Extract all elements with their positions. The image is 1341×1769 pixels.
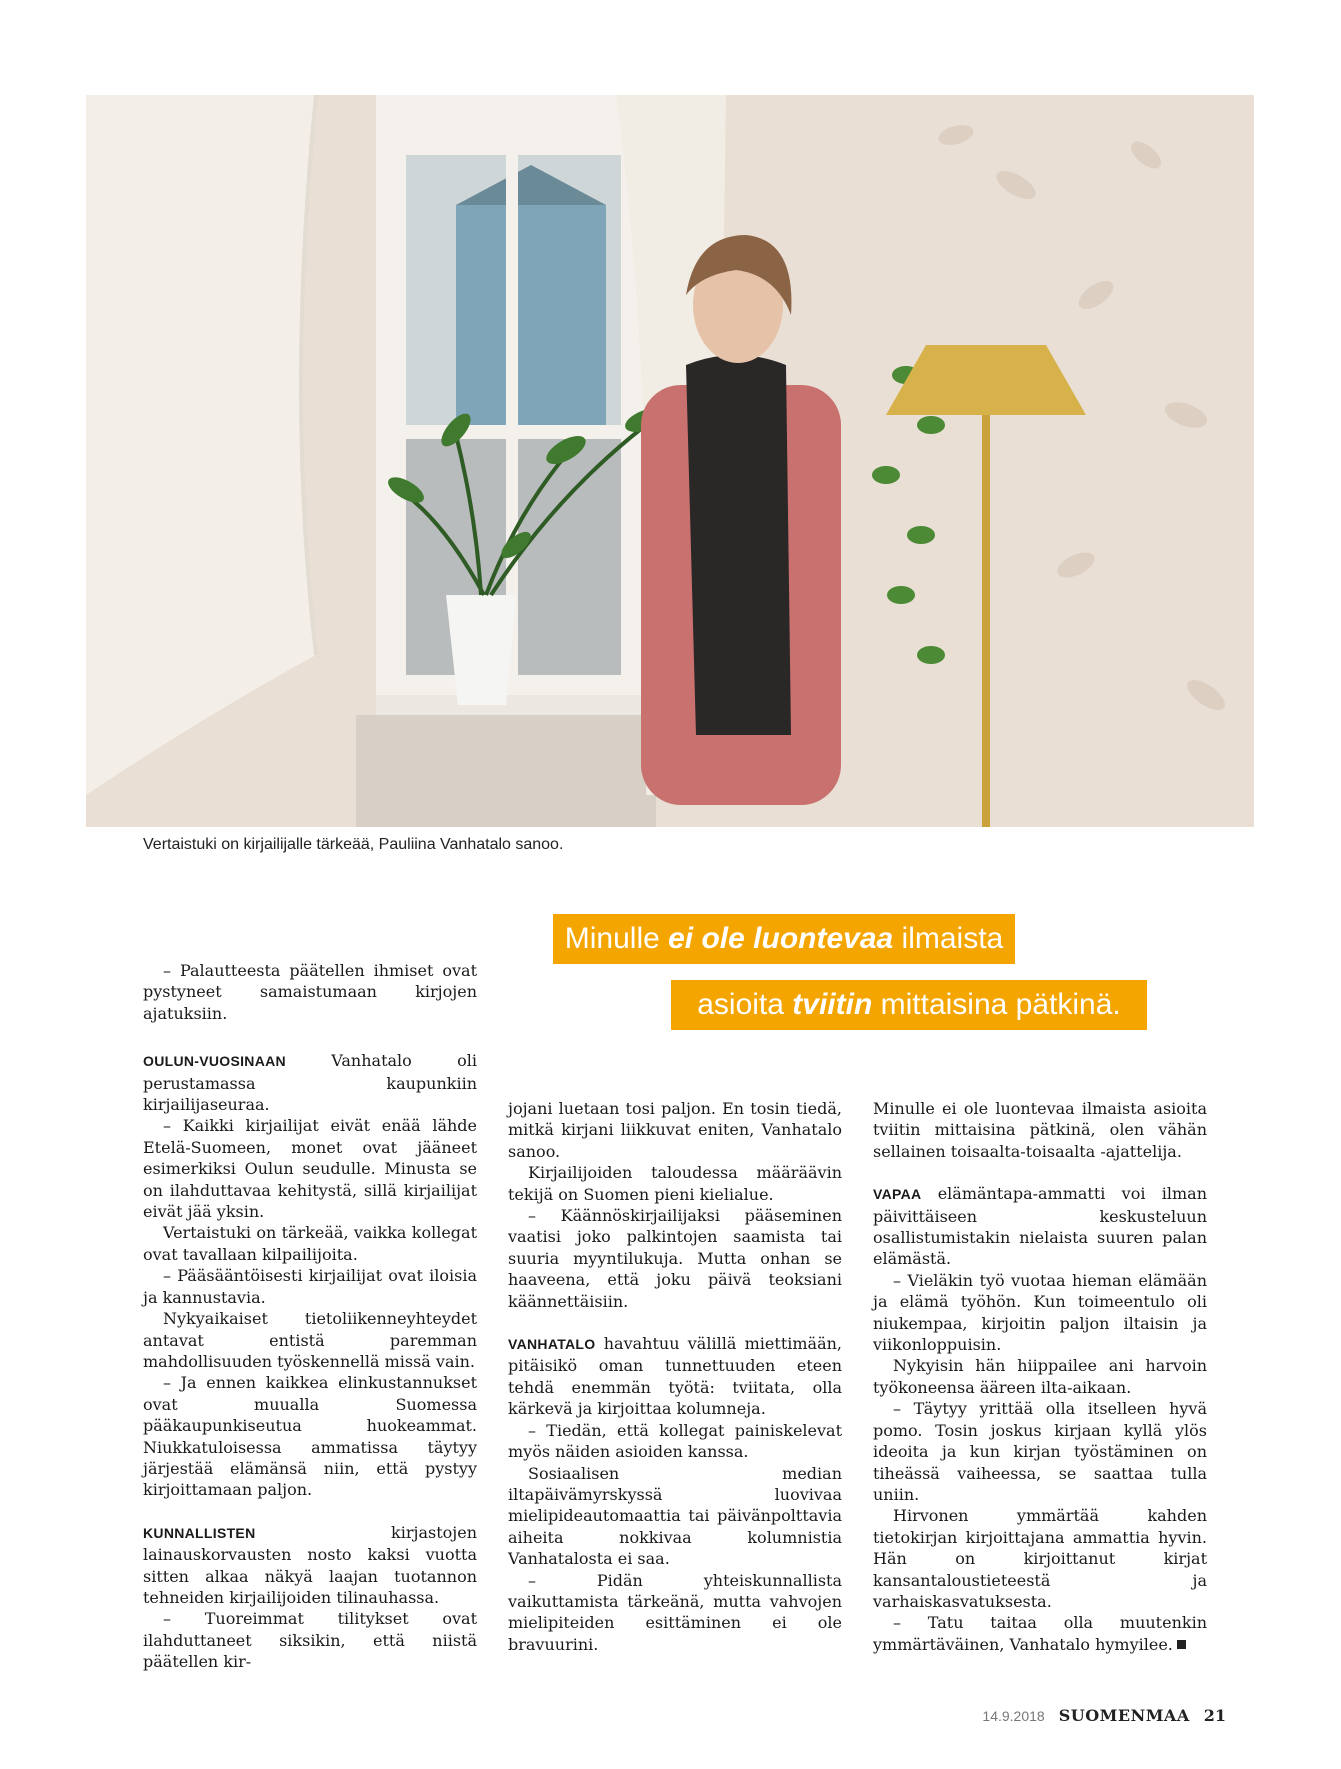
paragraph: Vertaistuki on tärkeää, vaikka kollegat ovat tavallaan kilpailijoita.	[143, 1223, 477, 1264]
paragraph: – Täytyy yrittää olla itselleen hyvä pomo. Tosin joskus kirjaan kyllä ylös ideoita ja kun kirjan työstäminen on tiheässä vaiheessa, se saattaa tulla uniin.	[873, 1399, 1207, 1504]
issue-date: 14.9.2018	[982, 1708, 1045, 1724]
paragraph: Sosiaalisen median iltapäivämyrskyssä luovivaa mielipideautomaattia tai päivänpolttavia aiheita nokkivaa kolumnistia Vanhatalosta ei saa.	[508, 1463, 842, 1569]
paragraph: – Käännöskirjailijaksi pääseminen vaatisi joko palkintojen saamista tai suuria myyntilukuja. Mutta onhan se haaveena, että joku päivä teoksiani käännettäisiin.	[508, 1206, 842, 1311]
paragraph: – Palautteesta päätellen ihmiset ovat pystyneet samaistumaan kirjojen ajatuksiin.	[143, 961, 477, 1023]
paragraph: Kirjailijoiden taloudessa määräävin tekijä on Suomen pieni kielialue.	[508, 1163, 842, 1204]
photo-caption: Vertaistuki on kirjailijalle tärkeää, Pauliina Vanhatalo sanoo.	[143, 836, 564, 853]
page-number: 21	[1203, 1706, 1226, 1725]
paragraph: KUNNALLISTEN kirjastojen lainauskorvausten nosto kaksi vuotta sitten alkaa näkyä laajan tuotannon tehneiden kirjailijoiden tilinauhassa.	[143, 1522, 477, 1607]
page-footer	[982, 1706, 1226, 1725]
paragraph: VAPAA elämäntapa-ammatti voi ilman päivittäiseen keskusteluun osallistumistakin nielaista suuren palan elämästä.	[873, 1184, 1207, 1269]
pullquote-line-1: Minulle ei ole luontevaa ilmaista	[553, 914, 1015, 964]
paragraph: Minulle ei ole luontevaa ilmaista asioita tviitin mittaisina pätkinä, olen vähän sellainen toisaalta-toisaalta -ajattelija.	[873, 1099, 1207, 1161]
lead-in: VANHATALO	[508, 1336, 596, 1353]
text-column-2	[508, 1098, 842, 1655]
paragraph: – Pidän yhteiskunnallista vaikuttamista tärkeänä, mutta vahvojen mielipiteiden esittäminen ei ole bravuurini.	[508, 1570, 842, 1654]
text-column-3	[873, 1098, 1207, 1655]
paragraph: jojani luetaan tosi paljon. En tosin tiedä, mitkä kirjani liikkuvat eniten, Vanhatalo sanoo.	[508, 1099, 842, 1161]
lead-in: VAPAA	[873, 1186, 922, 1203]
paragraph: Nykyisin hän hiippailee ani harvoin työkoneensa ääreen ilta-aikaan.	[873, 1356, 1207, 1397]
paragraph: – Tiedän, että kollegat painiskelevat myös näiden asioiden kanssa.	[508, 1420, 842, 1462]
paragraph: Nykyaikaiset tietoliikenneyhteydet antavat entistä paremman mahdollisuuden työskennellä missä vain.	[143, 1309, 477, 1371]
magazine-name: SUOMENMAA	[1058, 1706, 1190, 1725]
paragraph: – Pääsääntöisesti kirjailijat ovat iloisia ja kannustavia.	[143, 1266, 477, 1307]
photo-illustration	[86, 95, 1254, 827]
pullquote-line-2: asioita tviitin mittaisina pätkinä.	[671, 980, 1147, 1030]
end-mark-icon	[1177, 1640, 1186, 1649]
lead-in: KUNNALLISTEN	[143, 1524, 256, 1541]
paragraph: – Ja ennen kaikkea elinkustannukset ovat muualla Suomessa pääkaupunkiseutua huokeammat. Niukkatuloisessa ammatissa täytyy järjestää elämänsä niin, että pystyy kirjoittamaan paljon.	[143, 1373, 477, 1500]
lead-in: OULUN-VUOSINAAN	[143, 1053, 286, 1070]
paragraph: Hirvonen ymmärtää kahden tietokirjan kirjoittajana ammattia hyvin. Hän on kirjoittanut kirjat kansantaloustieteestä ja varhaiskasvatuksesta.	[873, 1506, 1207, 1611]
article-photo	[86, 95, 1254, 827]
paragraph: – Tatu taitaa olla muutenkin ymmärtäväinen, Vanhatalo hymyilee.	[873, 1613, 1207, 1654]
text-column-1	[143, 960, 477, 1673]
paragraph: – Tuoreimmat tilitykset ovat ilahduttaneet siksikin, että niistä päätellen kir-	[143, 1609, 477, 1672]
paragraph: – Kaikki kirjailijat eivät enää lähde Etelä-Suomeen, monet ovat jääneet esimerkiksi Oulun seudulle. Minusta se on ilahduttavaa kehitystä, sillä kirjailijat eivät jää yksin.	[143, 1116, 477, 1222]
paragraph: VANHATALO havahtuu välillä miettimään, pitäisikö oman tunnettuuden eteen tehdä enemmän työtä: tviitata, olla kärkevä ja kirjoittaa kolumneja.	[508, 1334, 842, 1419]
paragraph: OULUN-VUOSINAAN Vanhatalo oli perustamassa kaupunkiin kirjailijaseuraa.	[143, 1051, 477, 1115]
paragraph: – Vieläkin työ vuotaa hieman elämään ja elämä työhön. Kun toimeentulo oli niukempaa, kirjoitin paljon iltaisin ja viikonloppuisin.	[873, 1270, 1207, 1355]
